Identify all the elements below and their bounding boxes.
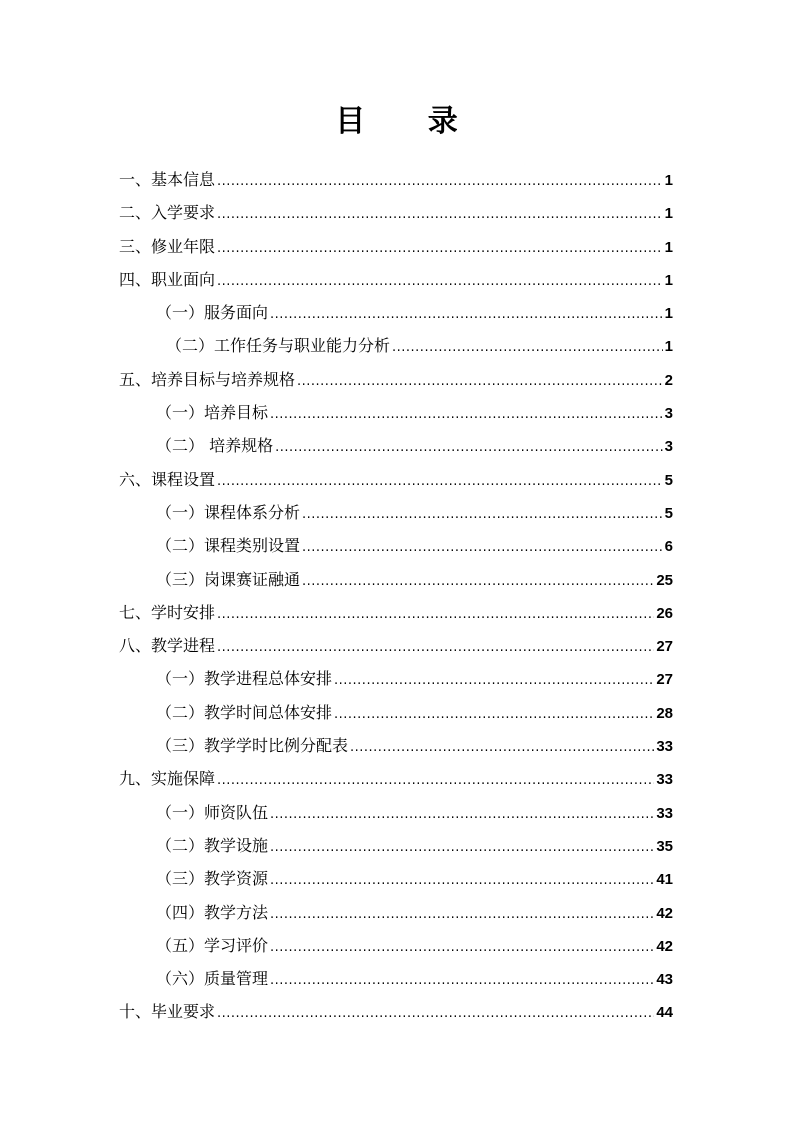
toc-page-number: 44 (656, 1004, 673, 1022)
toc-entry[interactable] (119, 463, 673, 496)
toc-page-number: 1 (664, 271, 673, 289)
dot-leader (217, 198, 663, 231)
toc-subentry[interactable] (119, 696, 673, 729)
dot-leader (334, 664, 654, 697)
toc-entry-label: （二）工作任务与职业能力分析 (166, 336, 391, 356)
toc-entry-label: （二）课程类别设置 (156, 536, 301, 556)
toc-page-number: 42 (656, 904, 673, 922)
toc-page-number: 33 (656, 738, 673, 756)
toc-entry-label: （一）课程体系分析 (156, 502, 301, 522)
toc-entry[interactable] (119, 363, 673, 396)
toc-title: 目 录 (335, 104, 484, 139)
toc-entry-label: 九、实施保障 (119, 769, 216, 789)
toc-entry-label: 八、教学进程 (119, 636, 216, 656)
toc-entry-label: （三）岗课赛证融通 (156, 569, 301, 589)
toc-subentry[interactable] (119, 496, 673, 529)
toc-entry-label: 一、基本信息 (119, 170, 216, 189)
toc-subentry[interactable] (119, 296, 673, 329)
dot-leader (217, 265, 663, 298)
toc-subentry[interactable] (119, 962, 673, 995)
toc-entry-label: 七、学时安排 (119, 602, 216, 622)
toc-entry-label: 六、课程设置 (119, 469, 216, 489)
toc-entry-label: （二）教学时间总体安排 (156, 702, 333, 722)
dot-leader (217, 631, 654, 664)
toc-entry-label: （五）学习评价 (156, 935, 269, 955)
toc-entry[interactable] (119, 263, 673, 296)
toc-page-number: 33 (656, 804, 673, 822)
toc-subentry[interactable] (119, 563, 673, 596)
dot-leader (270, 898, 654, 931)
toc-entry-label: 三、修业年限 (119, 236, 216, 256)
dot-leader (297, 365, 663, 398)
dot-leader (270, 398, 663, 431)
dot-leader (270, 798, 654, 831)
toc-subentry[interactable] (119, 529, 673, 562)
toc-entry[interactable] (119, 230, 673, 263)
toc-page-number: 5 (664, 471, 673, 489)
toc-subentry[interactable] (119, 829, 673, 862)
toc-entry-label: （二）教学设施 (156, 835, 269, 855)
toc-subentry[interactable] (119, 429, 673, 462)
table-of-contents (119, 163, 673, 1029)
toc-page-number: 26 (656, 604, 673, 622)
toc-entry-label: 四、职业面向 (119, 269, 216, 289)
toc-page-number: 43 (656, 971, 673, 989)
toc-subentry[interactable] (119, 796, 673, 829)
dot-leader (270, 964, 654, 997)
toc-subentry[interactable] (119, 896, 673, 929)
toc-page-number: 3 (664, 438, 673, 456)
dot-leader (302, 498, 663, 531)
dot-leader (217, 764, 654, 797)
toc-page-number: 1 (664, 238, 673, 256)
toc-entry-label: （三）教学学时比例分配表 (156, 736, 349, 756)
toc-entry[interactable] (119, 196, 673, 229)
dot-leader (217, 465, 663, 498)
toc-entry-label: 十、毕业要求 (119, 1002, 216, 1022)
toc-page-number: 1 (664, 305, 673, 323)
toc-page-number: 42 (656, 937, 673, 955)
toc-subentry[interactable] (119, 729, 673, 762)
toc-entry[interactable] (119, 596, 673, 629)
toc-entry[interactable] (119, 762, 673, 795)
toc-entry[interactable] (119, 629, 673, 662)
dot-leader (392, 331, 663, 364)
toc-page-number: 28 (656, 704, 673, 722)
toc-subentry[interactable] (119, 329, 673, 362)
dot-leader (270, 298, 663, 331)
toc-subentry[interactable] (119, 662, 673, 695)
toc-subentry[interactable] (119, 929, 673, 962)
toc-entry-label: （一）师资队伍 (156, 802, 269, 822)
dot-leader (270, 864, 654, 897)
toc-page-number: 33 (656, 771, 673, 789)
dot-leader (302, 531, 663, 564)
toc-page-number: 27 (656, 671, 673, 689)
toc-entry[interactable] (119, 163, 673, 196)
toc-page-number: 2 (664, 371, 673, 389)
dot-leader (217, 598, 654, 631)
dot-leader (350, 731, 654, 764)
toc-entry[interactable] (119, 995, 673, 1028)
toc-entry-label: （一）教学进程总体安排 (156, 669, 333, 689)
toc-entry-label: （四）教学方法 (156, 902, 269, 922)
toc-entry-label: 二、入学要求 (119, 203, 216, 223)
toc-entry-label: 五、培养目标与培养规格 (119, 369, 296, 389)
toc-page-number: 1 (664, 172, 673, 189)
toc-entry-label: （二） 培养规格 (156, 436, 274, 456)
toc-page-number: 1 (664, 338, 673, 356)
toc-entry-label: （一）培养目标 (156, 403, 269, 423)
toc-entry-label: （六）质量管理 (156, 969, 269, 989)
toc-page-number: 25 (656, 571, 673, 589)
dot-leader (217, 997, 654, 1030)
dot-leader (217, 165, 663, 198)
toc-page-number: 5 (664, 504, 673, 522)
toc-page-number: 1 (664, 205, 673, 223)
dot-leader (302, 565, 654, 598)
toc-page-number: 41 (656, 871, 673, 889)
toc-entry-label: （一）服务面向 (156, 303, 269, 323)
toc-entry-label: （三）教学资源 (156, 869, 269, 889)
toc-page-number: 35 (656, 837, 673, 855)
dot-leader (270, 931, 654, 964)
dot-leader (275, 431, 663, 464)
dot-leader (270, 831, 654, 864)
dot-leader (334, 698, 654, 731)
toc-subentry[interactable] (119, 862, 673, 895)
toc-page-number: 27 (656, 638, 673, 656)
toc-subentry[interactable] (119, 396, 673, 429)
dot-leader (217, 232, 663, 265)
toc-page-number: 3 (664, 405, 673, 423)
toc-page-number: 6 (664, 538, 673, 556)
